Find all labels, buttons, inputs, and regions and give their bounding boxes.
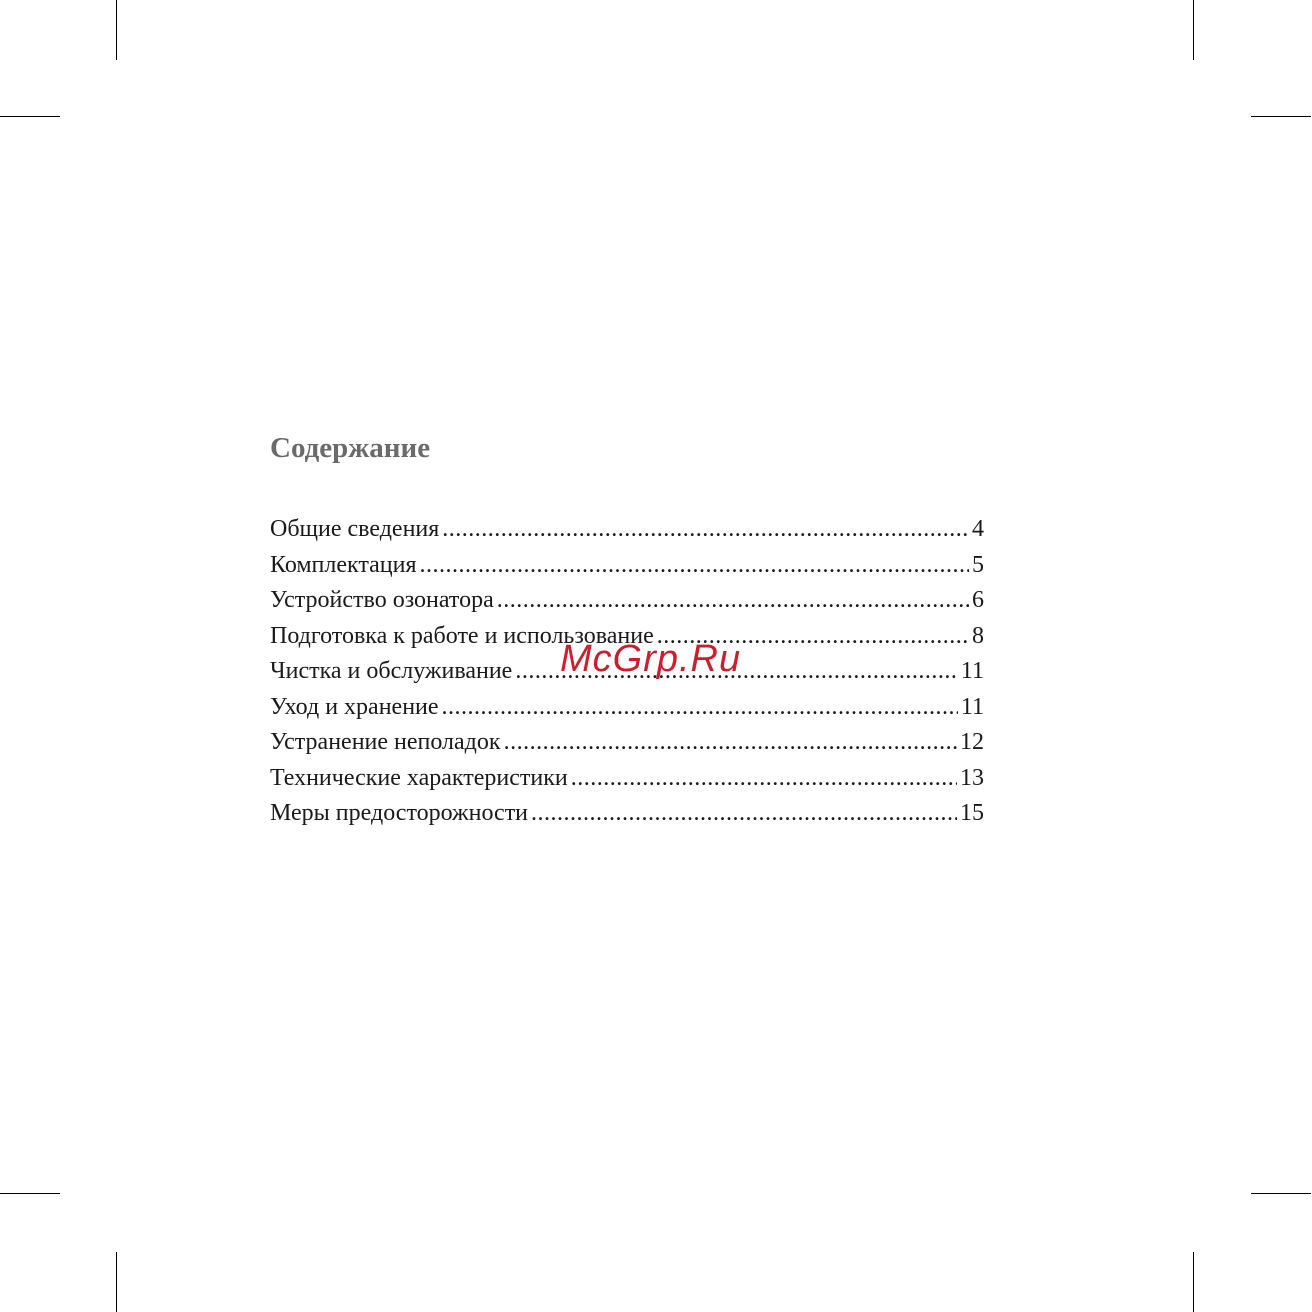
- toc-entry-label: Комплектация: [270, 551, 417, 578]
- toc-entry-label: Уход и хранение: [270, 693, 439, 720]
- toc-entry[interactable]: [270, 761, 984, 797]
- crop-mark-bottom-right-vertical: [1193, 1252, 1194, 1312]
- toc-dot-leader: [571, 761, 957, 797]
- toc-dot-leader: [531, 796, 957, 832]
- crop-mark-top-right-vertical: [1193, 0, 1194, 60]
- toc-entry-page: 12: [960, 729, 984, 755]
- toc-entry-label: Устранение неполадок: [270, 729, 501, 755]
- watermark-logo: McGrp.Ru: [560, 638, 742, 680]
- toc-entry[interactable]: [270, 690, 984, 726]
- toc-entry-page: 6: [972, 587, 984, 613]
- crop-mark-top-left-horizontal: [0, 116, 60, 117]
- toc-entry-page: 5: [972, 551, 984, 578]
- crop-mark-top-right-horizontal: [1251, 116, 1311, 117]
- toc-entry-label: Подготовка к работе и использование: [270, 622, 654, 649]
- toc-dot-leader: [442, 690, 958, 726]
- toc-entry-page: 11: [960, 658, 984, 684]
- toc-entry-page: 4: [972, 516, 984, 542]
- toc-entry-page: 15: [960, 800, 984, 826]
- toc-title: Содержание: [270, 432, 431, 464]
- toc-entry-label: Устройство озонатора: [270, 587, 494, 613]
- toc-entry-label: Технические характеристики: [270, 764, 568, 791]
- crop-mark-bottom-right-horizontal: [1251, 1193, 1311, 1194]
- toc-entry-page: 13: [960, 764, 984, 791]
- toc-entry[interactable]: [270, 512, 984, 548]
- toc-entry[interactable]: [270, 725, 984, 761]
- toc-entry-label: Чистка и обслуживание: [270, 658, 513, 684]
- toc-dot-leader: [442, 512, 969, 548]
- crop-mark-top-left-vertical: [116, 0, 117, 60]
- toc-dot-leader: [420, 548, 969, 584]
- crop-mark-bottom-left-horizontal: [0, 1193, 60, 1194]
- toc-entry[interactable]: [270, 583, 984, 619]
- toc-entry[interactable]: [270, 548, 984, 584]
- toc-entry-page: 8: [972, 622, 984, 649]
- toc-entry-label: Меры предосторожности: [270, 800, 529, 826]
- toc-entry-page: 11: [960, 693, 984, 720]
- toc-entry[interactable]: [270, 796, 984, 832]
- toc-entry-label: Общие сведения: [270, 516, 440, 542]
- toc-dot-leader: [504, 725, 957, 761]
- table-of-contents: [270, 428, 984, 832]
- crop-mark-bottom-left-vertical: [116, 1252, 117, 1312]
- toc-dot-leader: [497, 583, 969, 619]
